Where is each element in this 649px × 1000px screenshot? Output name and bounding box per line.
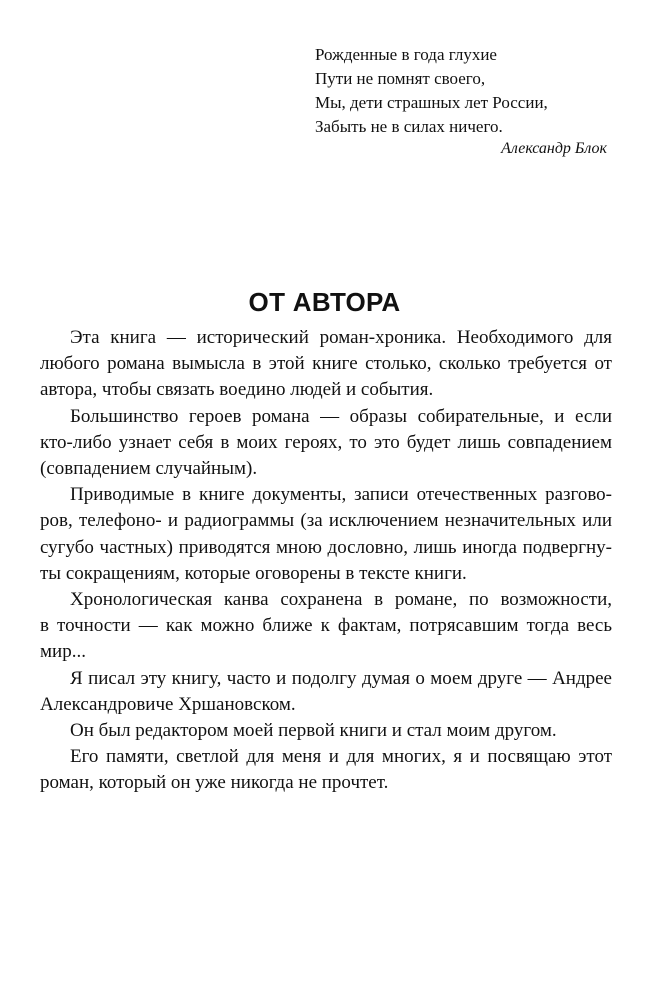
epigraph [315,43,615,157]
text-line: Приводимые в книге документы, записи отечественных разгово- [70,484,612,506]
text-line: сугубо частных) приводятся мною дословно, лишь иногда подвергну- [40,536,612,558]
text-line: Я писал эту книгу, часто и подолгу думая о моем друге — Андрее [70,667,612,689]
text-line: любого романа вымысла в этой книге столько, сколько требуется от [40,353,612,375]
text-line: Большинство героев романа — образы собирательные, и если [70,405,612,427]
epigraph-line: Рожденные в года глухие [315,45,497,64]
text-line: Его памяти, светлой для меня и для многих, я и посвящаю этот [70,746,612,768]
text-line: Хронологическая канва сохранена в романе, по возможности, [70,589,612,611]
epigraph-line: Мы, дети страшных лет России, [315,93,548,112]
text-line: Александровиче Хршановском. [40,693,296,715]
paragraph [40,325,612,404]
paragraph [40,666,612,718]
epigraph-line: Пути не помнят своего, [315,69,486,88]
text-line: кто-либо узнает себя в моих героях, то это будет лишь совпадением [40,431,612,453]
epigraph-author: Александр Блок [501,140,607,157]
text-line: Он был редактором моей первой книги и стал моим другом. [70,720,557,742]
text-line: автора, чтобы связать воедино людей и события. [40,379,434,401]
text-line: мир... [40,641,86,663]
text-line: ты сокращениям, которые оговорены в тексте книги. [40,562,467,584]
text-line: в точности — как можно ближе к фактам, потрясавшим тогда весь [40,615,612,637]
section-title: ОТ АВТОРА [248,287,401,317]
text-line: (совпадением случайным). [40,458,258,480]
paragraph [40,744,612,796]
paragraph [40,718,612,744]
text-line: роман, который он уже никогда не прочтет. [40,772,389,794]
paragraph [40,587,612,666]
text-line: ров, телефоно- и радиограммы (за исключением незначительных или [40,510,613,532]
epigraph-line: Забыть не в силах ничего. [315,117,503,136]
paragraph [40,482,612,587]
text-line: Эта книга — исторический роман-хроника. Необходимого для [70,327,612,348]
paragraph [40,404,612,483]
body-text [40,325,612,797]
